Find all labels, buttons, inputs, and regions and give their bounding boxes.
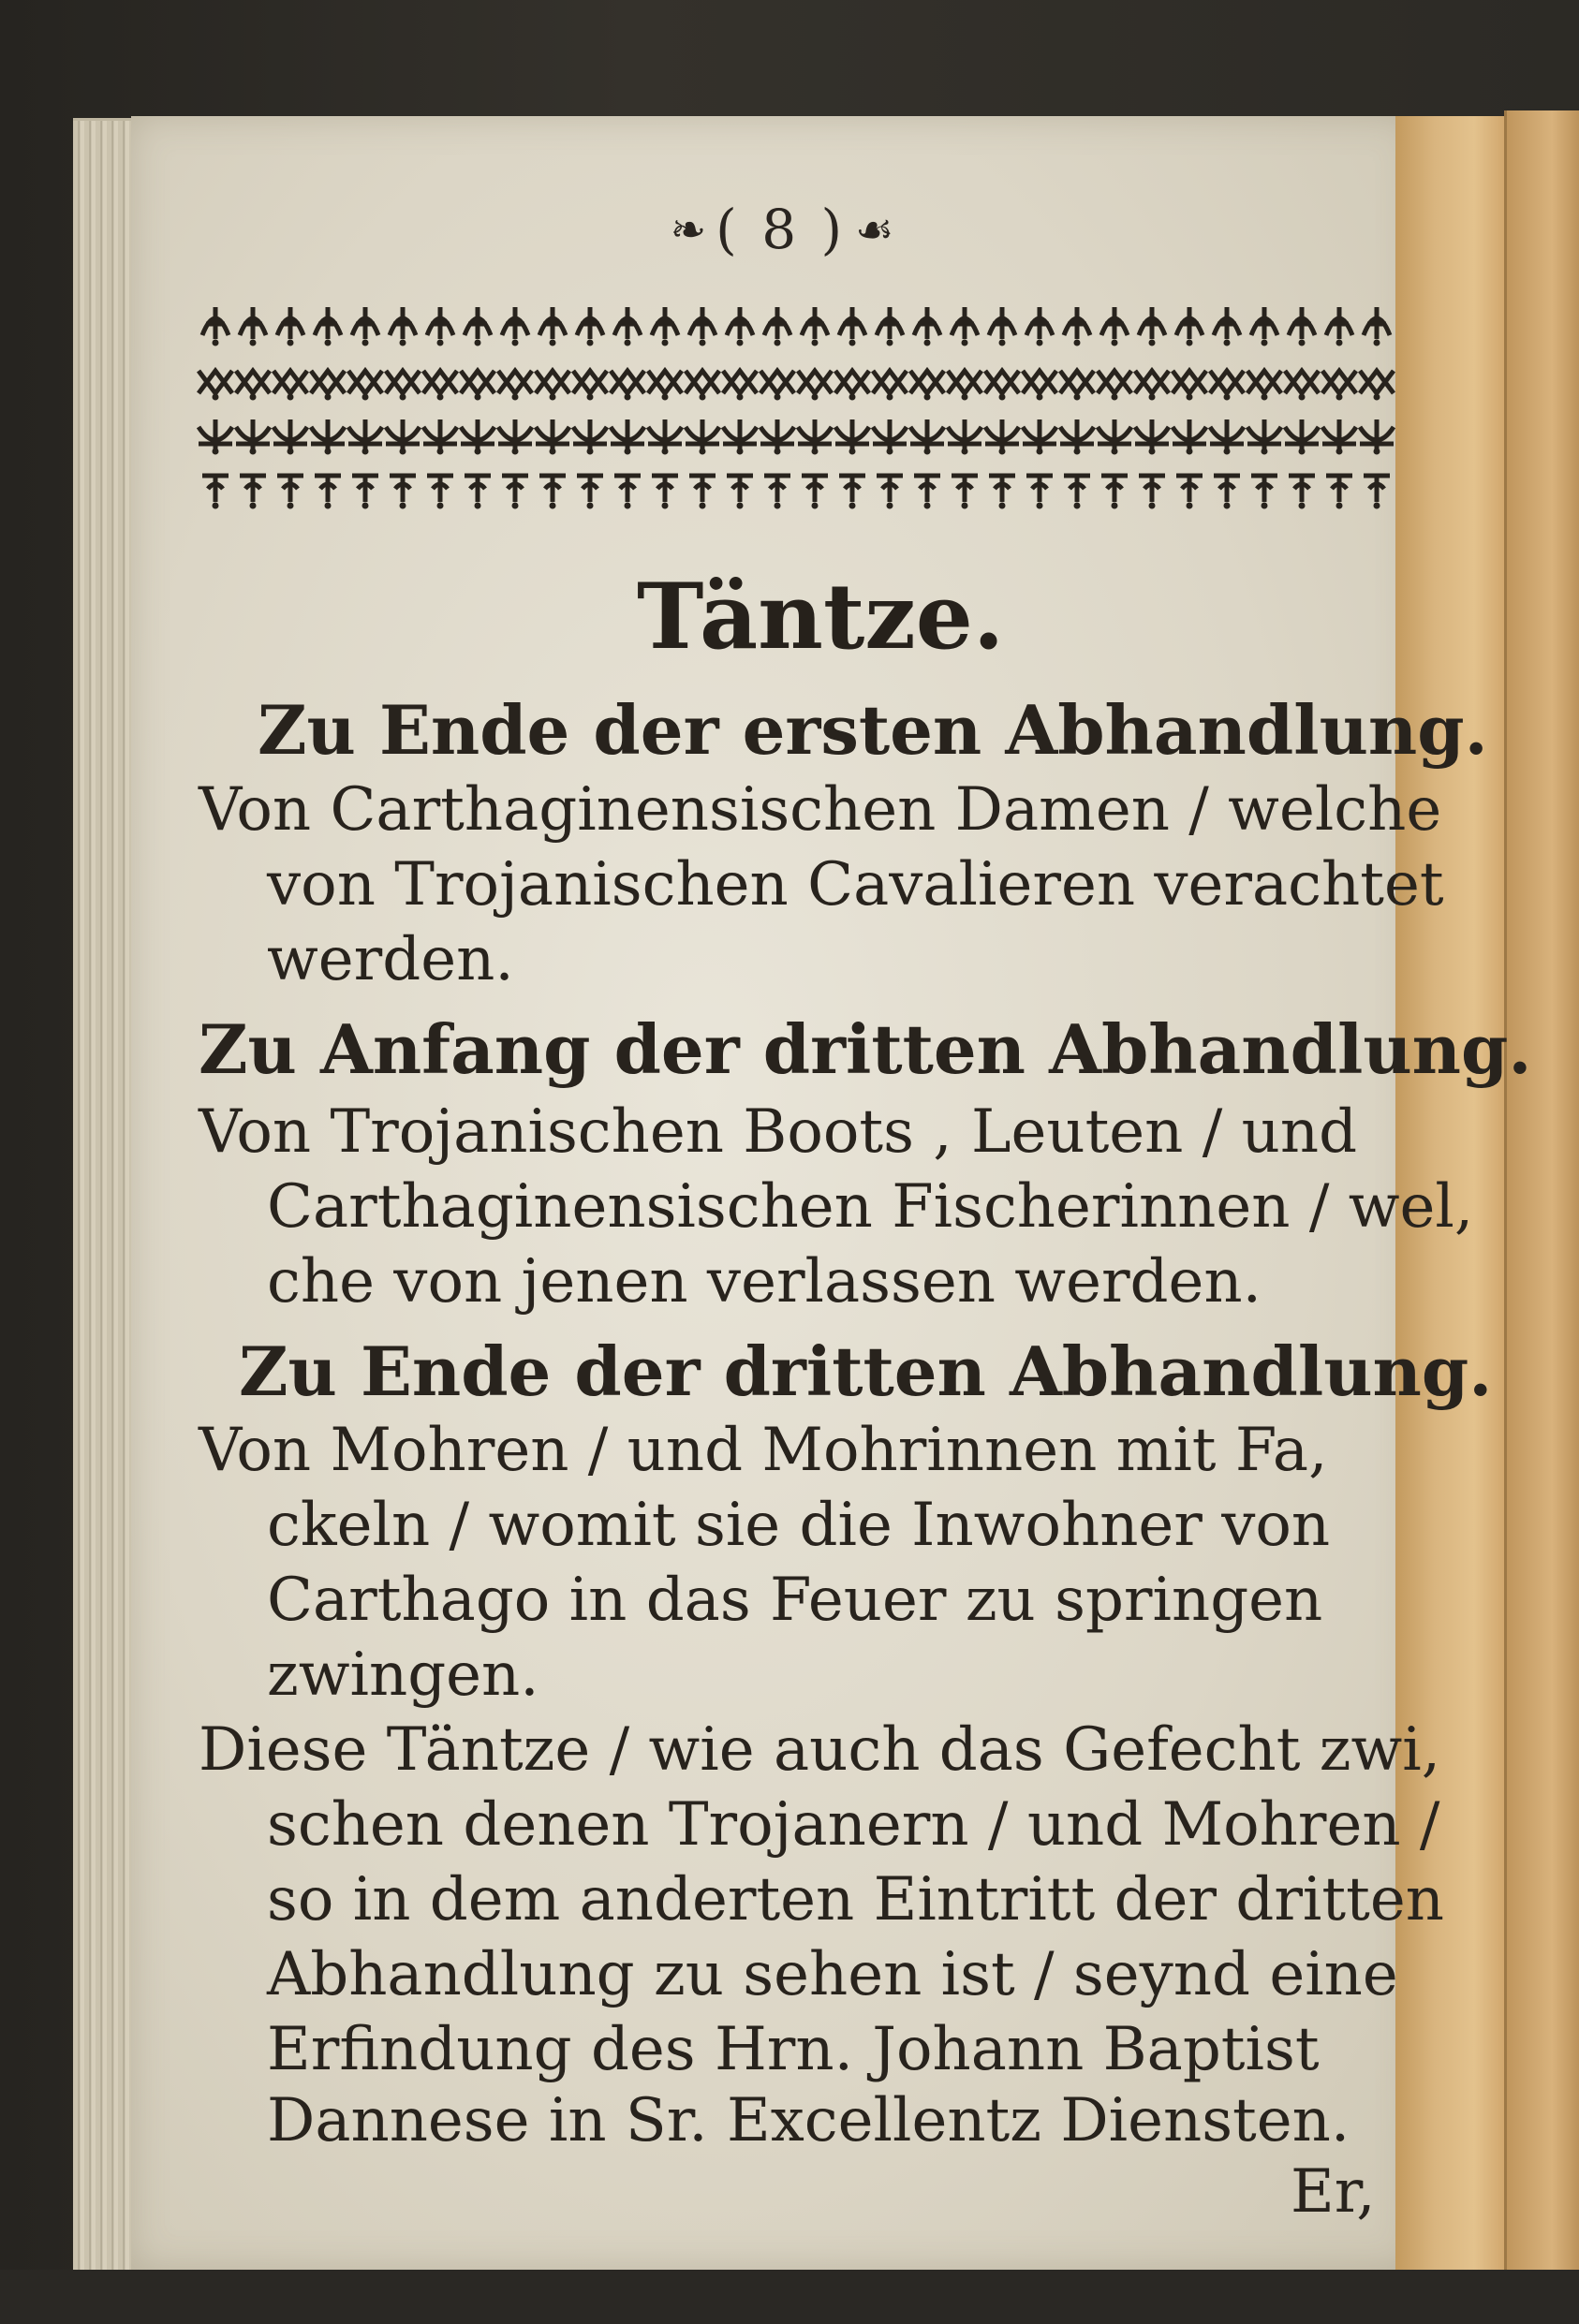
ornament-glyph bbox=[386, 419, 420, 455]
ornament-glyph bbox=[311, 419, 345, 455]
ornament-glyph bbox=[1101, 476, 1128, 509]
text-line: Diese Täntze / wie auch das Gefecht zwi, bbox=[199, 1715, 1441, 1785]
ornament-glyph bbox=[652, 307, 678, 346]
ornament-glyph bbox=[273, 371, 307, 401]
ornament-glyph bbox=[1173, 371, 1206, 401]
ornament-glyph bbox=[802, 307, 828, 346]
ornament-glyph bbox=[1023, 419, 1056, 455]
ornament-glyph bbox=[240, 307, 266, 346]
ornament-glyph bbox=[423, 419, 457, 455]
ornament-glyph bbox=[914, 476, 940, 509]
ornament-glyph bbox=[352, 307, 378, 346]
ornament-glyph bbox=[386, 371, 420, 401]
ornament-glyph bbox=[723, 371, 757, 401]
ornament-glyph bbox=[835, 371, 869, 401]
ornament-glyph bbox=[652, 476, 678, 509]
ornament-glyph bbox=[573, 371, 607, 401]
ornament-glyph bbox=[798, 371, 832, 401]
ornament-glyph bbox=[1214, 307, 1240, 346]
ornament-glyph bbox=[465, 476, 491, 509]
ornament-glyph bbox=[648, 371, 682, 401]
ornament-glyph bbox=[1322, 371, 1356, 401]
ornament-glyph bbox=[948, 419, 981, 455]
ornament-glyph bbox=[1135, 419, 1169, 455]
ornament-glyph bbox=[1139, 307, 1165, 346]
text-line: Von Trojanischen Boots , Leuten / und bbox=[199, 1097, 1358, 1167]
ornament-glyph bbox=[502, 476, 528, 509]
text-line: Abhandlung zu sehen ist / seynd eine bbox=[267, 1940, 1398, 2009]
ornament-glyph bbox=[989, 307, 1015, 346]
ornament-glyph bbox=[202, 307, 229, 346]
ornament-glyph bbox=[614, 307, 641, 346]
ornament-glyph bbox=[952, 307, 978, 346]
ornament-glyph bbox=[1247, 419, 1281, 455]
ornament-glyph bbox=[1251, 476, 1277, 509]
fleuron-right-icon: ☙ bbox=[855, 204, 894, 255]
scan-bottom-edge bbox=[0, 2270, 1579, 2324]
ornament-glyph bbox=[348, 371, 382, 401]
text-line: Carthaginensischen Fischerinnen / wel, bbox=[267, 1172, 1474, 1242]
text-line: Von Carthaginensischen Damen / welche bbox=[199, 775, 1442, 845]
ornament-glyph bbox=[1101, 307, 1128, 346]
page-number: ( 8 ) bbox=[716, 198, 847, 261]
ornament-glyph bbox=[1326, 476, 1352, 509]
ornament-glyph bbox=[536, 371, 569, 401]
ornament-glyph bbox=[277, 476, 303, 509]
ornament-glyph bbox=[573, 419, 607, 455]
ornament-glyph bbox=[839, 476, 865, 509]
ornament-glyph bbox=[727, 476, 753, 509]
ornament-glyph bbox=[873, 371, 907, 401]
ornament-glyph bbox=[952, 476, 978, 509]
ornament-glyph bbox=[1285, 371, 1319, 401]
text-line: Dannese in Sr. Excellentz Diensten. bbox=[267, 2086, 1350, 2155]
ornament-glyph bbox=[1023, 371, 1056, 401]
ornament-glyph bbox=[910, 371, 944, 401]
ornament-glyph bbox=[1210, 419, 1244, 455]
ornament-glyph bbox=[277, 307, 303, 346]
ornament-glyph bbox=[390, 476, 416, 509]
ornament-glyph bbox=[311, 371, 345, 401]
ornament-glyph bbox=[985, 419, 1019, 455]
ornament-glyph bbox=[835, 419, 869, 455]
ornament-glyph bbox=[539, 307, 566, 346]
ornament-glyph bbox=[1026, 307, 1053, 346]
ornament-glyph bbox=[764, 476, 790, 509]
ornament-glyph bbox=[199, 419, 232, 455]
ornament-glyph bbox=[315, 476, 341, 509]
ornament-glyph bbox=[723, 419, 757, 455]
ornament-glyph bbox=[689, 307, 716, 346]
ornament-glyph bbox=[498, 371, 532, 401]
ornament-glyph bbox=[614, 476, 641, 509]
ornament-glyph bbox=[1026, 476, 1053, 509]
ornament-glyph bbox=[1060, 419, 1094, 455]
text-line: Carthago in das Feuer zu springen bbox=[267, 1566, 1323, 1635]
facing-page-edge bbox=[1504, 110, 1579, 2273]
page-edges bbox=[73, 118, 139, 2278]
ornament-glyph bbox=[1364, 307, 1390, 346]
section-heading-1: Zu Ende der ersten Abhandlung. bbox=[258, 690, 1488, 770]
ornament-glyph bbox=[989, 476, 1015, 509]
ornament-glyph bbox=[1098, 419, 1131, 455]
ornament-glyph bbox=[1135, 371, 1169, 401]
ornament-glyph bbox=[315, 307, 341, 346]
ornament-glyph bbox=[877, 307, 903, 346]
page-title: Täntze. bbox=[637, 564, 1005, 669]
ornament-glyph bbox=[1360, 419, 1394, 455]
ornament-glyph bbox=[498, 419, 532, 455]
ornament-glyph bbox=[1064, 476, 1090, 509]
ornament-glyph bbox=[423, 371, 457, 401]
ornament-glyph bbox=[236, 419, 270, 455]
ornament-glyph bbox=[873, 419, 907, 455]
section-heading-3: Zu Ende der dritten Abhandlung. bbox=[239, 1331, 1493, 1411]
text-line: schen denen Trojanern / und Mohren / bbox=[267, 1790, 1440, 1860]
ornament-glyph bbox=[877, 476, 903, 509]
ornament-glyph bbox=[1176, 307, 1203, 346]
ornament-glyph bbox=[1173, 419, 1206, 455]
text-line: che von jenen verlassen werden. bbox=[267, 1247, 1262, 1316]
ornament-glyph bbox=[577, 476, 603, 509]
ornament-glyph bbox=[689, 476, 716, 509]
ornament-glyph bbox=[1098, 371, 1131, 401]
text-line: ckeln / womit sie die Inwohner von bbox=[267, 1491, 1331, 1560]
ornament-glyph bbox=[727, 307, 753, 346]
ornament-glyph bbox=[461, 419, 494, 455]
ornament-glyph bbox=[686, 371, 719, 401]
ornament-glyph bbox=[764, 307, 790, 346]
ornament-glyph bbox=[465, 307, 491, 346]
fleuron-left-icon: ❧ bbox=[670, 204, 707, 255]
ornament-glyph bbox=[910, 419, 944, 455]
ornament-glyph bbox=[577, 307, 603, 346]
ornament-glyph bbox=[802, 476, 828, 509]
text-line: werden. bbox=[267, 925, 514, 994]
ornament-glyph bbox=[240, 476, 266, 509]
ornament-glyph bbox=[199, 371, 232, 401]
catchword: Er, bbox=[1291, 2157, 1376, 2227]
ornament-glyph bbox=[1364, 476, 1390, 509]
ornament-glyph bbox=[536, 419, 569, 455]
text-line: Erfindung des Hrn. Johann Baptist bbox=[267, 2015, 1320, 2084]
ornament-glyph bbox=[839, 307, 865, 346]
ornament-glyph bbox=[1289, 307, 1315, 346]
ornament-glyph bbox=[948, 371, 981, 401]
text-line: zwingen. bbox=[267, 1640, 539, 1710]
ornament-glyph bbox=[461, 371, 494, 401]
ornament-glyph bbox=[352, 476, 378, 509]
ornament-glyph bbox=[1214, 476, 1240, 509]
ornament-glyph bbox=[1247, 371, 1281, 401]
ornament-glyph bbox=[1139, 476, 1165, 509]
ornament-glyph bbox=[611, 419, 644, 455]
ornament-glyph bbox=[1360, 371, 1394, 401]
ornament-glyph bbox=[611, 371, 644, 401]
ornament-glyph bbox=[1060, 371, 1094, 401]
ornament-glyph bbox=[1176, 476, 1203, 509]
decorative-border-band-icon bbox=[197, 287, 1395, 515]
ornament-glyph bbox=[236, 371, 270, 401]
text-line: von Trojanischen Cavalieren verachtet bbox=[267, 850, 1444, 919]
ornament-glyph bbox=[1289, 476, 1315, 509]
ornament-glyph bbox=[427, 307, 453, 346]
ornament-glyph bbox=[686, 419, 719, 455]
ornament-glyph bbox=[1064, 307, 1090, 346]
ornament-glyph bbox=[539, 476, 566, 509]
ornament-glyph bbox=[798, 419, 832, 455]
ornament-glyph bbox=[1322, 419, 1356, 455]
section-heading-2: Zu Anfang der dritten Abhandlung. bbox=[199, 1009, 1532, 1089]
ornament-glyph bbox=[348, 419, 382, 455]
ornament-glyph bbox=[427, 476, 453, 509]
ornament-glyph bbox=[1326, 307, 1352, 346]
ornament-glyph bbox=[1210, 371, 1244, 401]
ornament-glyph bbox=[502, 307, 528, 346]
page-header bbox=[562, 197, 1002, 262]
ornament-glyph bbox=[914, 307, 940, 346]
text-line: Von Mohren / und Mohrinnen mit Fa, bbox=[199, 1416, 1328, 1485]
ornament-glyph bbox=[202, 476, 229, 509]
ornament-glyph bbox=[648, 419, 682, 455]
text-line: so in dem anderten Eintritt der dritten bbox=[267, 1865, 1444, 1934]
ornament-glyph bbox=[1285, 419, 1319, 455]
ornament-glyph bbox=[985, 371, 1019, 401]
ornament-glyph bbox=[760, 371, 794, 401]
ornament-glyph bbox=[273, 419, 307, 455]
ornament-glyph bbox=[1251, 307, 1277, 346]
ornament-glyph bbox=[390, 307, 416, 346]
ornament-glyph bbox=[760, 419, 794, 455]
